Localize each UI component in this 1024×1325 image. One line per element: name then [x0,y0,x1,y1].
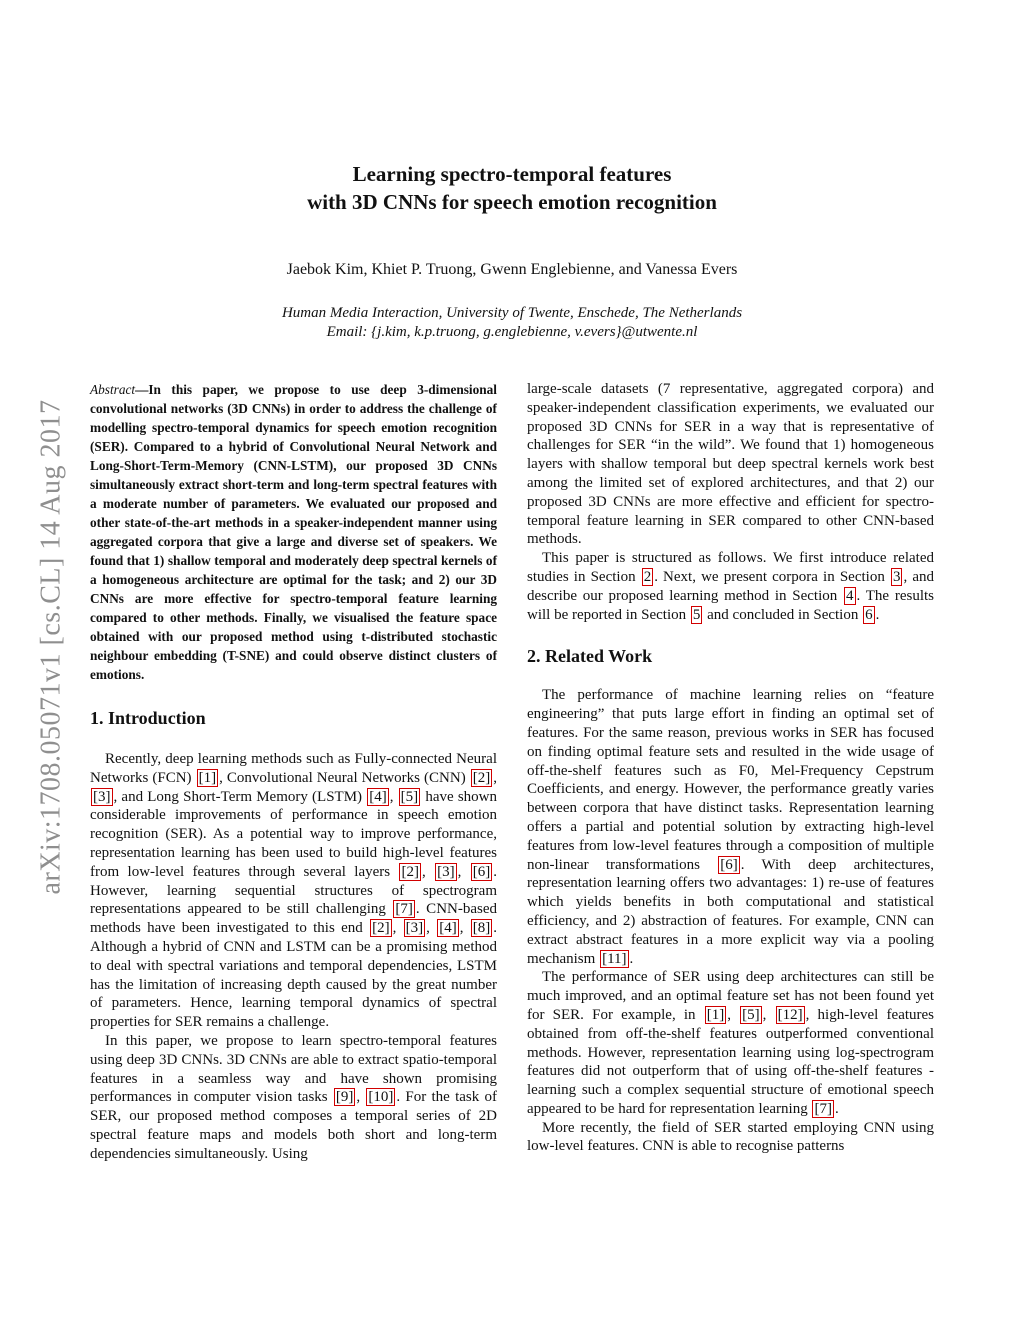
citation-link[interactable]: [5] [400,788,419,805]
citation-link[interactable]: [6] [720,856,738,873]
related-paragraph-1: The performance of machine learning relies on “feature engineering” that puts large effort in finding an optimal set of features. For the same reason, previous works in SER has focused on finding optimal feature sets and resulted in the wide usage of off-the-shelf features such as F0, Mel-Frequency Cepstrum Coefficients, and energy. However, the performance greatly varies between corpora that have distinct tasks. Representation learning offers a partial and potential solution by extracting high-level features from low-level features through a composition of multiple non-linear transformations [6] . With deep architectures, representation learning offers two advantages: 1) re-use of features which yields benefits in both computational and statistical efficiency, and 2) abstraction of features. For example, CNN can extract abstract features in a more explicit way via a pooling mechanism [11] . [527,687,934,967]
title-line-2: with 3D CNNs for speech emotion recognition [307,190,717,214]
structure-paragraph: This paper is structured as follows. We first introduce related studies in Section 2 . Next, we present corpora in Section 3 , and describe our proposed learning method in Section 4 . The results will be reported in Section 5 and concluded in Section 6 . [527,550,934,623]
section-link[interactable]: 3 [892,568,901,585]
citation-link[interactable]: [3] [437,863,455,880]
intro-paragraph-2: In this paper, we propose to learn spectro-temporal features using deep 3D CNNs. 3D CNNs are able to extract spatio-temporal features in a seamless way and have shown promising performances in computer vision tasks [9] , [10] . For the task of SER, our proposed method composes a temporal series of 2D spectral feature maps and models both short and long-term dependencies simultaneously. Using [90,1032,498,1162]
title-line-1: Learning spectro-temporal features [352,162,672,186]
section-heading-introduction: 1. Introduction [90,708,206,728]
citation-link[interactable]: [3] [93,788,111,805]
paper-title [150,160,874,216]
arxiv-identifier-stamp [31,351,71,943]
right-column [527,380,934,1156]
affiliation-block [150,304,874,342]
citation-link[interactable]: [5] [742,1006,760,1023]
citation-link[interactable]: [4] [439,920,457,937]
citation-link[interactable]: [6] [472,863,491,880]
author-list: Jaebok Kim, Khiet P. Truong, Gwenn Englebienne, and Vanessa Evers [286,261,738,278]
citation-link[interactable]: [8] [472,920,491,937]
email-line: Email: {j.kim, k.p.truong, g.englebienne, v.evers}@utwente.nl [326,324,698,340]
abstract-text: In this paper, we propose to use deep 3-dimensional convolutional networks (3D CNNs) in order to address the challenge of modelling spectro-temporal dynamics for speech emotion recognition (SER). Compared to a hybrid of Convolutional Neural Network and Long-Short-Term-Memory (CNN-LSTM), our proposed 3D CNNs simultaneously extract short-term and long-term spectral features with a moderate number of parameters. We evaluated our proposed and other state-of-the-art methods in a speaker-independent manner using aggregated corpora that give a large and diverse set of speakers. We found that 1) shallow temporal and moderately deep spectral kernels of a homogeneous architecture are optimal for the task; and 2) our 3D CNNs are more effective for spectro-temporal feature learning compared to other methods. Finally, we visualised the feature space obtained with our proposed method using t-distributed stochastic neighbour embedding (T-SNE) and could observe distinct clusters of emotions. [90,382,497,682]
section-link[interactable]: 6 [865,606,873,623]
citation-link[interactable]: [2] [401,863,419,880]
citation-link[interactable]: [1] [198,769,217,786]
citation-link[interactable]: [11] [602,950,627,967]
citation-link[interactable]: [2] [472,769,491,786]
left-column [90,380,497,1164]
citation-link[interactable]: [7] [814,1100,832,1117]
section-link[interactable]: 5 [692,606,701,623]
affiliation: Human Media Interaction, University of Twente, Enschede, The Netherlands [281,305,743,321]
intro-paragraph-2-continued: large-scale datasets (7 representative, aggregated corpora) and speaker-independent classification experiments, we evaluated our proposed 3D CNNs for SER in a way that is representative of challenges for SER “in the wild”. We found that 1) homogeneous layers with shallow temporal but deep spectral kernels work best among the limited set of explored architectures, and that 2) our proposed 3D CNNs are more effective and efficient for spectro-temporal feature learning in SER compared to other CNN-based methods. [527,381,934,548]
related-paragraph-3: More recently, the field of SER started employing CNN using low-level features. CNN is able to recognise patterns [527,1119,934,1155]
citation-link[interactable]: [9] [335,1089,354,1106]
citation-link[interactable]: [12] [777,1006,803,1023]
citation-link[interactable]: [4] [369,788,387,805]
related-paragraph-2: The performance of SER using deep architectures can still be much improved, and an optimal feature set has not been found yet for SER. For example, in [1] , [5] , [12] , high-level features obtained from off-the-shelf features outperformed conventional methods. However, representation learning using log-spectrogram features did not outperform that of using off-the-shelf features - learning such a complex sequential structure of emotional speech appeared to be hard for representation learning [7] . [527,969,935,1117]
section-link[interactable]: 2 [643,568,652,585]
citation-link[interactable]: [2] [372,920,390,937]
arxiv-identifier-text: arXiv:1708.05071v1 [cs.CL] 14 Aug 2017 [35,399,66,895]
citation-link[interactable]: [1] [706,1006,725,1023]
abstract [90,380,497,684]
abstract-label: Abstract [90,382,136,397]
citation-link[interactable]: [10] [368,1089,394,1106]
abstract-dash: — [135,382,149,397]
section-heading-related-work: 2. Related Work [527,646,653,667]
intro-paragraph-1: Recently, deep learning methods such as Fully-connected Neural Networks (FCN) [1] , Convolutional Neural Networks (CNN) [2] , [3] , and Long Short-Term Memory (LSTM) [4] , [5] have shown considerable improvements of performance in speech emotion recognition (SER). As a potential way to improve performance, representation learning has been used to build high-level features from low-level features through several layers [2] , [3] , [6] . However, learning sequential structures of spectrogram representations appeared to be still challenging [7] . CNN-based methods have been investigated to this end [2] , [3] , [4] , [8] . Although a hybrid of CNN and LSTM can be a promising method to deal with spectral variations and temporal dependencies, LSTM has the limitation of increasing depth caused by the great number of parameters. Hence, learning temporal dynamics of spectral properties for SER remains a challenge. [90,751,498,1031]
citation-link[interactable]: [7] [395,901,413,918]
citation-link[interactable]: [3] [405,920,424,937]
section-link[interactable]: 4 [846,587,854,604]
